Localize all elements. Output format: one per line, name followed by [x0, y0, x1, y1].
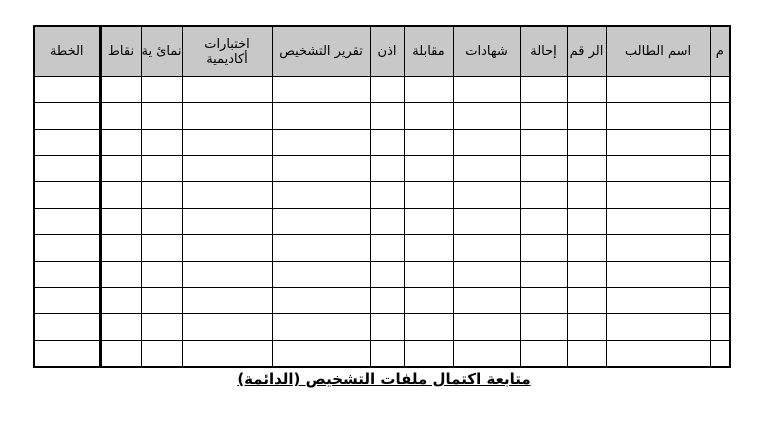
- cell-developmental[interactable]: [141, 77, 182, 103]
- table-row: [34, 261, 730, 287]
- cell-certificates[interactable]: [453, 129, 520, 155]
- cell-plan[interactable]: [34, 208, 100, 234]
- table-row: [34, 340, 730, 367]
- cell-student-name[interactable]: [606, 340, 710, 367]
- cell-diagnosis-report[interactable]: [272, 77, 370, 103]
- cell-academic-tests[interactable]: [182, 340, 272, 367]
- cell-interview[interactable]: [404, 340, 453, 367]
- cell-plan[interactable]: [34, 156, 100, 182]
- cell-student-name[interactable]: [606, 314, 710, 340]
- cell-certificates[interactable]: [453, 261, 520, 287]
- table-row: [34, 129, 730, 155]
- header-row: [34, 26, 730, 77]
- column-header-referral: إحالة: [520, 26, 567, 77]
- cell-plan[interactable]: [34, 129, 100, 155]
- cell-interview[interactable]: [404, 314, 453, 340]
- page-caption: متابعة اكتمال ملفات التشخيص (الدائمة): [237, 370, 531, 388]
- cell-points[interactable]: [100, 314, 141, 340]
- cell-certificates[interactable]: [453, 156, 520, 182]
- cell-developmental[interactable]: [141, 235, 182, 261]
- cell-plan[interactable]: [34, 182, 100, 208]
- cell-number[interactable]: [567, 156, 606, 182]
- cell-m[interactable]: [710, 208, 730, 234]
- cell-diagnosis-report[interactable]: [272, 103, 370, 129]
- cell-points[interactable]: [100, 235, 141, 261]
- cell-developmental[interactable]: [141, 261, 182, 287]
- cell-points[interactable]: [100, 156, 141, 182]
- cell-m[interactable]: [710, 261, 730, 287]
- column-header-student-name: اسم الطالب: [606, 26, 710, 77]
- cell-m[interactable]: [710, 129, 730, 155]
- table-row: [34, 235, 730, 261]
- cell-developmental[interactable]: [141, 156, 182, 182]
- cell-m[interactable]: [710, 287, 730, 313]
- table-row: [34, 287, 730, 313]
- cell-student-name[interactable]: [606, 261, 710, 287]
- cell-number[interactable]: [567, 208, 606, 234]
- cell-certificates[interactable]: [453, 235, 520, 261]
- cell-points[interactable]: [100, 77, 141, 103]
- cell-diagnosis-report[interactable]: [272, 314, 370, 340]
- cell-referral[interactable]: [520, 235, 567, 261]
- cell-student-name[interactable]: [606, 208, 710, 234]
- cell-diagnosis-report[interactable]: [272, 287, 370, 313]
- cell-developmental[interactable]: [141, 103, 182, 129]
- cell-student-name[interactable]: [606, 182, 710, 208]
- cell-referral[interactable]: [520, 314, 567, 340]
- cell-academic-tests[interactable]: [182, 261, 272, 287]
- cell-student-name[interactable]: [606, 287, 710, 313]
- cell-student-name[interactable]: [606, 103, 710, 129]
- cell-permission[interactable]: [370, 103, 404, 129]
- cell-number[interactable]: [567, 182, 606, 208]
- cell-referral[interactable]: [520, 182, 567, 208]
- cell-permission[interactable]: [370, 261, 404, 287]
- cell-diagnosis-report[interactable]: [272, 261, 370, 287]
- cell-student-name[interactable]: [606, 129, 710, 155]
- cell-certificates[interactable]: [453, 340, 520, 367]
- cell-points[interactable]: [100, 261, 141, 287]
- column-header-academic-tests: اختبارات أكاديمية: [182, 26, 272, 77]
- cell-m[interactable]: [710, 235, 730, 261]
- cell-certificates[interactable]: [453, 103, 520, 129]
- cell-referral[interactable]: [520, 340, 567, 367]
- cell-points[interactable]: [100, 208, 141, 234]
- cell-m[interactable]: [710, 314, 730, 340]
- cell-m[interactable]: [710, 340, 730, 367]
- cell-number[interactable]: [567, 261, 606, 287]
- cell-academic-tests[interactable]: [182, 235, 272, 261]
- diagnosis-files-table: [33, 25, 731, 368]
- table-body: [34, 77, 730, 368]
- table-row: [34, 182, 730, 208]
- column-header-certificates: شهادات: [453, 26, 520, 77]
- cell-diagnosis-report[interactable]: [272, 182, 370, 208]
- cell-permission[interactable]: [370, 287, 404, 313]
- column-header-m: م: [710, 26, 730, 77]
- cell-permission[interactable]: [370, 314, 404, 340]
- cell-academic-tests[interactable]: [182, 287, 272, 313]
- table-row: [34, 77, 730, 103]
- column-header-points: نقاط: [100, 26, 141, 77]
- cell-student-name[interactable]: [606, 77, 710, 103]
- cell-interview[interactable]: [404, 261, 453, 287]
- cell-points[interactable]: [100, 287, 141, 313]
- cell-permission[interactable]: [370, 208, 404, 234]
- cell-interview[interactable]: [404, 77, 453, 103]
- cell-number[interactable]: [567, 77, 606, 103]
- cell-student-name[interactable]: [606, 235, 710, 261]
- cell-referral[interactable]: [520, 129, 567, 155]
- cell-developmental[interactable]: [141, 314, 182, 340]
- cell-plan[interactable]: [34, 340, 100, 367]
- cell-certificates[interactable]: [453, 287, 520, 313]
- table-row: [34, 208, 730, 234]
- cell-interview[interactable]: [404, 156, 453, 182]
- cell-diagnosis-report[interactable]: [272, 235, 370, 261]
- cell-referral[interactable]: [520, 103, 567, 129]
- cell-interview[interactable]: [404, 235, 453, 261]
- follow-up-form: [33, 25, 729, 368]
- cell-permission[interactable]: [370, 340, 404, 367]
- cell-plan[interactable]: [34, 287, 100, 313]
- cell-certificates[interactable]: [453, 314, 520, 340]
- table-row: [34, 314, 730, 340]
- cell-developmental[interactable]: [141, 182, 182, 208]
- cell-points[interactable]: [100, 340, 141, 367]
- cell-developmental[interactable]: [141, 340, 182, 367]
- cell-permission[interactable]: [370, 77, 404, 103]
- cell-academic-tests[interactable]: [182, 156, 272, 182]
- table-row: [34, 103, 730, 129]
- cell-number[interactable]: [567, 340, 606, 367]
- cell-diagnosis-report[interactable]: [272, 156, 370, 182]
- cell-points[interactable]: [100, 182, 141, 208]
- cell-academic-tests[interactable]: [182, 77, 272, 103]
- cell-permission[interactable]: [370, 129, 404, 155]
- cell-number[interactable]: [567, 235, 606, 261]
- cell-referral[interactable]: [520, 287, 567, 313]
- column-header-number: الر قم: [567, 26, 606, 77]
- cell-certificates[interactable]: [453, 208, 520, 234]
- cell-points[interactable]: [100, 103, 141, 129]
- cell-referral[interactable]: [520, 156, 567, 182]
- cell-m[interactable]: [710, 156, 730, 182]
- cell-number[interactable]: [567, 103, 606, 129]
- cell-referral[interactable]: [520, 208, 567, 234]
- cell-academic-tests[interactable]: [182, 129, 272, 155]
- cell-m[interactable]: [710, 182, 730, 208]
- cell-points[interactable]: [100, 129, 141, 155]
- cell-interview[interactable]: [404, 287, 453, 313]
- column-header-diagnosis-report: تقرير التشخيص: [272, 26, 370, 77]
- cell-diagnosis-report[interactable]: [272, 129, 370, 155]
- column-header-developmental: نمائ ية: [141, 26, 182, 77]
- cell-plan[interactable]: [34, 103, 100, 129]
- cell-interview[interactable]: [404, 129, 453, 155]
- cell-interview[interactable]: [404, 103, 453, 129]
- cell-developmental[interactable]: [141, 129, 182, 155]
- cell-permission[interactable]: [370, 156, 404, 182]
- cell-academic-tests[interactable]: [182, 103, 272, 129]
- cell-academic-tests[interactable]: [182, 314, 272, 340]
- cell-number[interactable]: [567, 129, 606, 155]
- table-row: [34, 156, 730, 182]
- cell-student-name[interactable]: [606, 156, 710, 182]
- cell-interview[interactable]: [404, 208, 453, 234]
- cell-diagnosis-report[interactable]: [272, 340, 370, 367]
- column-header-interview: مقابلة: [404, 26, 453, 77]
- cell-m[interactable]: [710, 103, 730, 129]
- cell-certificates[interactable]: [453, 182, 520, 208]
- cell-plan[interactable]: [34, 261, 100, 287]
- cell-plan[interactable]: [34, 77, 100, 103]
- cell-certificates[interactable]: [453, 77, 520, 103]
- cell-academic-tests[interactable]: [182, 208, 272, 234]
- cell-developmental[interactable]: [141, 287, 182, 313]
- cell-m[interactable]: [710, 77, 730, 103]
- cell-academic-tests[interactable]: [182, 182, 272, 208]
- cell-permission[interactable]: [370, 235, 404, 261]
- column-header-plan: الخطة: [34, 26, 100, 77]
- column-header-permission: اذن: [370, 26, 404, 77]
- cell-number[interactable]: [567, 314, 606, 340]
- cell-permission[interactable]: [370, 182, 404, 208]
- cell-referral[interactable]: [520, 77, 567, 103]
- cell-referral[interactable]: [520, 261, 567, 287]
- cell-developmental[interactable]: [141, 208, 182, 234]
- cell-plan[interactable]: [34, 235, 100, 261]
- cell-diagnosis-report[interactable]: [272, 208, 370, 234]
- cell-number[interactable]: [567, 287, 606, 313]
- cell-interview[interactable]: [404, 182, 453, 208]
- cell-plan[interactable]: [34, 314, 100, 340]
